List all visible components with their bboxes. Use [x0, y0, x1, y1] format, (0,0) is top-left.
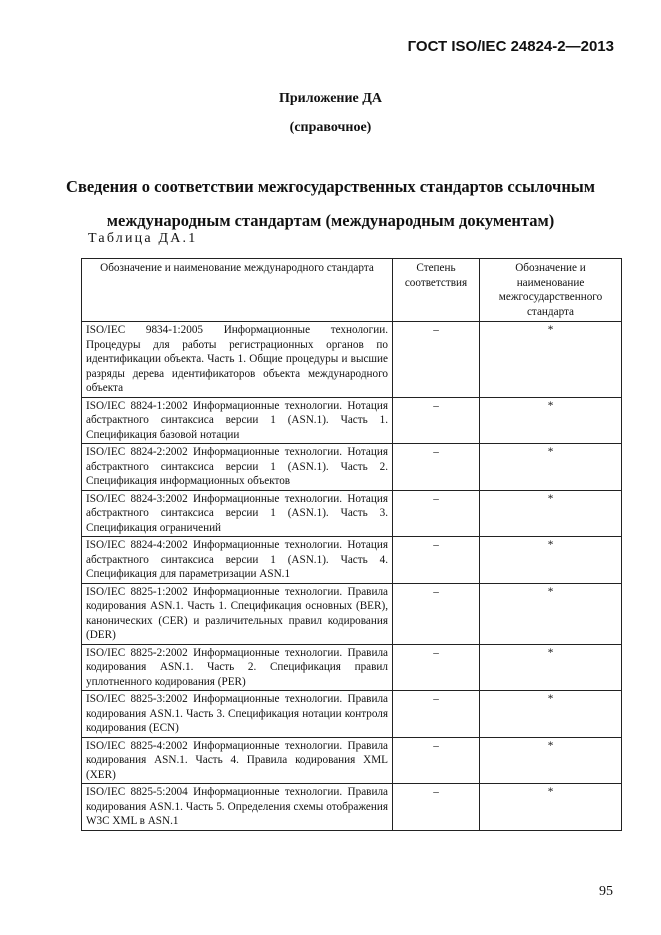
correspondence-table: [81, 258, 622, 831]
degree-cell: –: [393, 737, 480, 784]
document-code: ГОСТ ISO/IEC 24824-2—2013: [407, 38, 614, 55]
interstate-standard-cell: *: [480, 737, 622, 784]
interstate-standard-cell: *: [480, 397, 622, 444]
table-row: [82, 537, 622, 584]
table-row: [82, 737, 622, 784]
degree-cell: –: [393, 583, 480, 644]
degree-cell: –: [393, 397, 480, 444]
degree-cell: –: [393, 490, 480, 537]
interstate-standard-cell: *: [480, 537, 622, 584]
standard-name-cell: ISO/IEC 9834-1:2005 Информационные технологии. Процедуры для работы регистрационных органов по идентификации объекта. Часть 1. Общие процедуры и высшие разряды дерева идентификаторов объекта международного объекта: [82, 322, 393, 398]
standard-name-cell: ISO/IEC 8824-4:2002 Информационные технологии. Нотация абстрактного синтаксиса версии 1 (ASN.1). Часть 4. Спецификация для параметризации ASN.1: [82, 537, 393, 584]
page-number: 95: [599, 884, 613, 899]
column-header-international: Обозначение и наименование международного стандарта: [82, 259, 393, 322]
appendix-subtitle: (справочное): [289, 120, 372, 135]
table-row: [82, 397, 622, 444]
table-body: [82, 322, 622, 831]
standard-name-cell: ISO/IEC 8825-5:2004 Информационные технологии. Правила кодирования ASN.1. Часть 5. Определения схемы отображения W3C XML в ASN.1: [82, 784, 393, 831]
standard-name-cell: ISO/IEC 8825-1:2002 Информационные технологии. Правила кодирования ASN.1. Часть 1. Спецификация основных (BER), канонических (CER) и различительных правил кодирования (DER): [82, 583, 393, 644]
degree-cell: –: [393, 784, 480, 831]
table-row: [82, 444, 622, 491]
standard-name-cell: ISO/IEC 8824-2:2002 Информационные технологии. Нотация абстрактного синтаксиса версии 1 (ASN.1). Часть 2. Спецификация информационных объектов: [82, 444, 393, 491]
column-header-interstate: Обозначение и наименование межгосударственного стандарта: [480, 259, 622, 322]
column-header-degree: Степень соответствия: [393, 259, 480, 322]
table-row: [82, 490, 622, 537]
standard-name-cell: ISO/IEC 8825-4:2002 Информационные технологии. Правила кодирования ASN.1. Часть 4. Правила кодирования XML (XER): [82, 737, 393, 784]
standard-name-cell: ISO/IEC 8825-2:2002 Информационные технологии. Правила кодирования ASN.1. Часть 2. Спецификация правил уплотненного кодирования (PER): [82, 644, 393, 691]
standard-name-cell: ISO/IEC 8824-3:2002 Информационные технологии. Нотация абстрактного синтаксиса версии 1 (ASN.1). Часть 3. Спецификация ограничений: [82, 490, 393, 537]
interstate-standard-cell: *: [480, 444, 622, 491]
table-row: [82, 322, 622, 398]
table-row: [82, 644, 622, 691]
interstate-standard-cell: *: [480, 490, 622, 537]
table-header-row: [82, 259, 622, 322]
degree-cell: –: [393, 691, 480, 738]
appendix-title: Приложение ДА: [278, 91, 383, 106]
table-row: [82, 784, 622, 831]
interstate-standard-cell: *: [480, 691, 622, 738]
degree-cell: –: [393, 322, 480, 398]
interstate-standard-cell: *: [480, 322, 622, 398]
table-row: [82, 583, 622, 644]
degree-cell: –: [393, 444, 480, 491]
interstate-standard-cell: *: [480, 583, 622, 644]
interstate-standard-cell: *: [480, 644, 622, 691]
table-caption: Таблица ДА.1: [88, 231, 198, 246]
section-title: Сведения о соответствии межгосударственных стандартов ссылочным международным стандартам (международным документам): [66, 177, 595, 230]
interstate-standard-cell: *: [480, 784, 622, 831]
table-row: [82, 691, 622, 738]
standard-name-cell: ISO/IEC 8825-3:2002 Информационные технологии. Правила кодирования ASN.1. Часть 3. Спецификация нотации контроля кодирования (ECN): [82, 691, 393, 738]
degree-cell: –: [393, 537, 480, 584]
degree-cell: –: [393, 644, 480, 691]
standard-name-cell: ISO/IEC 8824-1:2002 Информационные технологии. Нотация абстрактного синтаксиса версии 1 (ASN.1). Часть 1. Спецификация базовой нотации: [82, 397, 393, 444]
